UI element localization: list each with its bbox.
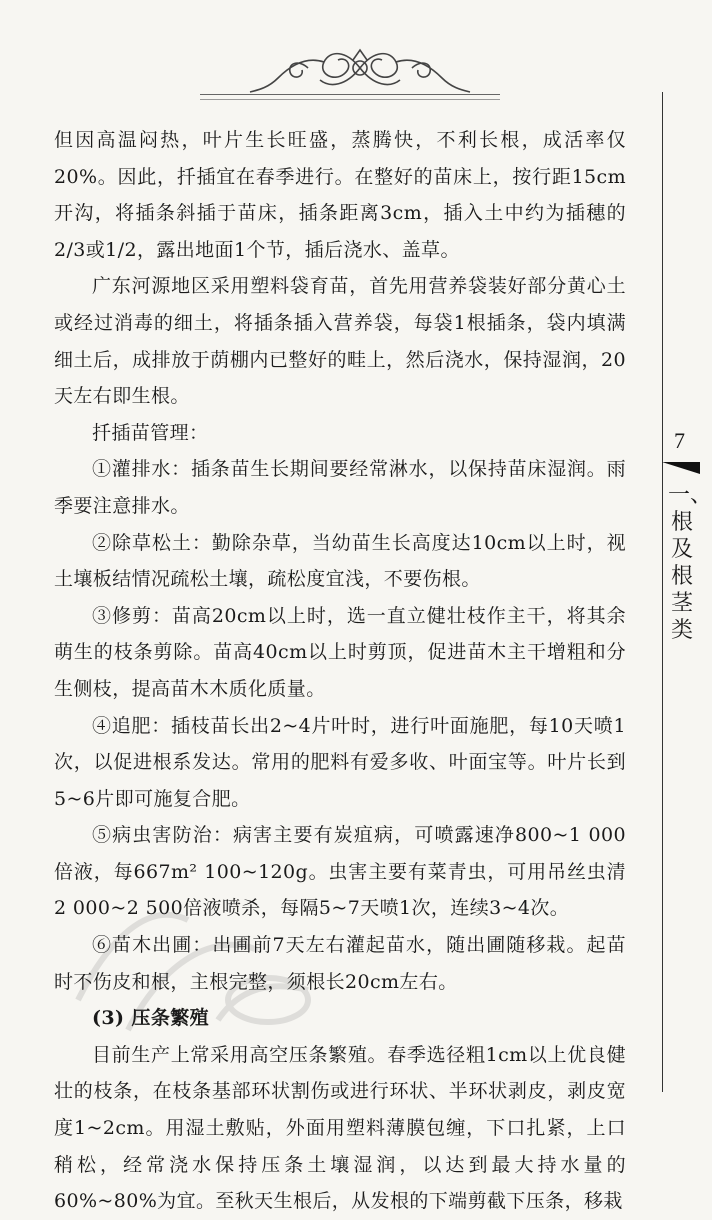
header-rule (200, 94, 500, 100)
chapter-tab-wedge (662, 462, 700, 474)
header-ornament-icon (250, 38, 470, 98)
paragraph: 目前生产上常采用高空压条繁殖。春季选径粗1cm以上优良健壮的枝条，在枝条基部环状割伤或进行环状、半环状剥皮，剥皮宽度1~2cm。用湿土敷贴，外面用塑料薄膜包缠，下口扎紧，上口稍松，经常浇水保持压条土壤湿润，以达到最大持水量的60%~80%为宜。至秋天生根后，从发根的下端剪截下压条，移栽 (54, 1043, 626, 1213)
page-number: 7 (674, 428, 685, 453)
paragraph: ①灌排水：插条苗生长期间要经常淋水，以保持苗床湿润。雨季要注意排水。 (54, 458, 626, 517)
paragraph: ⑤病虫害防治：病害主要有炭疽病，可喷露速净800~1 000倍液，每667m² 100~120g。虫害主要有菜青虫，可用吊丝虫清2 000~2 500倍液喷杀，每隔5~7天喷1次，连续3~4次。 (54, 824, 626, 920)
paragraph: ④追肥：插枝苗长出2~4片叶时，进行叶面施肥，每10天喷1次，以促进根系发达。常用的肥料有爱多收、叶面宝等。叶片长到5~6片即可施复合肥。 (54, 714, 626, 810)
margin-rule (662, 92, 663, 1092)
paragraph: ②除草松土：勤除杂草，当幼苗生长高度达10cm以上时，视土壤板结情况疏松土壤，疏松度宜浅，不要伤根。 (54, 531, 626, 591)
paragraph: ③修剪：苗高20cm以上时，选一直立健壮枝作主干，将其余萌生的枝条剪除。苗高40cm以上时剪顶，促进苗木主干增粗和分生侧枝，提高苗木木质化质量。 (54, 604, 626, 700)
paragraph: 但因高温闷热，叶片生长旺盛，蒸腾快，不利长根，成活率仅20%。因此，扦插宜在春季进行。在整好的苗床上，按行距15cm开沟，将插条斜插于苗床，插条距离3cm，插入土中约为插穗的2/3或1/2，露出地面1个节，插后浇水、盖草。 (54, 129, 626, 261)
paragraph: 扦插苗管理： (92, 421, 209, 444)
article-body (54, 122, 626, 1220)
section-heading: (3) 压条繁殖 (92, 1007, 210, 1030)
paragraph: 广东河源地区采用塑料袋育苗，首先用营养袋装好部分黄心土或经过消毒的细土，将插条插入营养袋，每袋1根插条，袋内填满细土后，成排放于荫棚内已整好的畦上，然后浇水，保持湿润，20天左右即生根。 (54, 275, 626, 408)
paragraph: ⑥苗木出圃：出圃前7天左右灌起苗水，随出圃随移栽。起苗时不伤皮和根，主根完整，须根长20cm左右。 (54, 934, 626, 993)
chapter-label: 一、根及根茎类 (668, 483, 712, 643)
